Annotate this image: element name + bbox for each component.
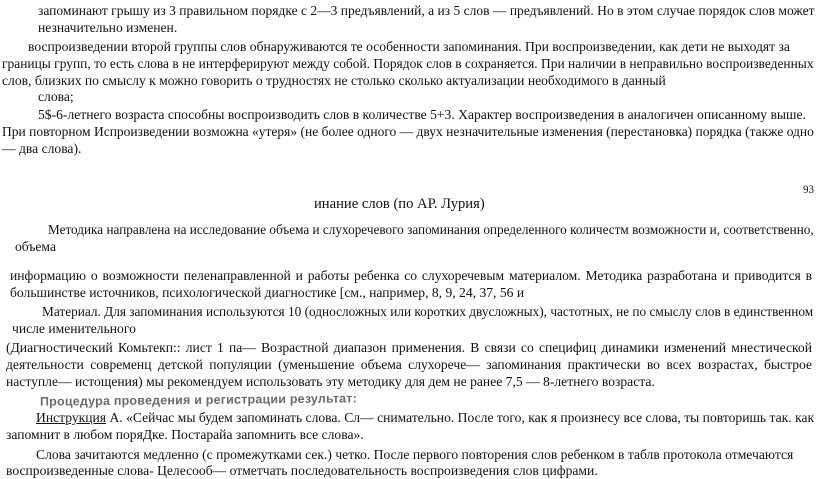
p7-line1: (Диагностический Комьтекп:: лист 1 па— Возрастной диапазон применения. В связи со специфиц динамики изменений мнестической: [6, 340, 812, 355]
p8-line1: [36, 410, 814, 426]
instruction-label: Инструкция: [36, 410, 107, 425]
p2-line4: слова;: [38, 89, 74, 104]
section-title: инание слов (по АР. Лурия): [314, 196, 485, 212]
p6-line1: Материал. Для запоминания используются 10 (односложных или коротких двусложных), частотных, не по смыслу слов в единственном: [42, 304, 814, 319]
p2-line3: слов, близких по смыслу к можно говорить о трудностях не столько сколько актуализации необходимого в данный: [2, 73, 666, 88]
p1-line1: запоминают грышу из 3 правильном порядке с 2—3 предъявлений, а из 5 слов — предъявлений. Но в этом случае порядок слов может: [38, 3, 815, 18]
p6-line2: числе именительного: [12, 321, 136, 336]
p7-line2: деятельности современц детской популяции (уменьшение объема слухорече— запоминания практически во всех возрастах, быстрое: [6, 357, 812, 372]
p5-line2: большинстве источников, психологической диагностике [см., например, 8, 9, 24, 37, 56 и: [10, 285, 525, 300]
p8-line2: запомнит в любом поряДке. Постарайа запомнить все слова».: [6, 427, 364, 442]
p3-line3: — два слова).: [2, 141, 82, 156]
p1-line2: незначительно изменен.: [38, 20, 178, 35]
p4-line1: Методика направлена на исследование объема и слухоречевого запоминания определенного количестм возможности и, соответственно,: [48, 222, 814, 237]
p3-line2: При повторном Испроизведении возможна «утеря» (не более одного — двух незначительные изменения (перестановка) порядка (также одно: [2, 124, 814, 139]
p4-line2: объема: [15, 239, 56, 254]
p9-line1: Слова зачитаются медленно (с промежутками сек.) четко. После первого повторения слов ребенком в таблв протокола отмечаются: [36, 447, 794, 462]
faded-heading: Процедура проведения и регистрации результат:: [40, 391, 357, 409]
p2-line1: воспроизведении второй группы слов обнаруживаются те особенности запоминания. При воспроизведении, как дети не выходят за: [28, 39, 790, 54]
p7-line3: наступле— истощения) мы рекомендуем использовать эту методику для дем не ранее 7,5 — 8-летнего возраста.: [6, 374, 655, 389]
p9-line2: воспроизведенные слова- Целесооб— отметчать последовательность воспроизведения слов цифрами.: [6, 463, 598, 478]
p2-line2: границы групп, то есть слова в не интерферируют между собой. Порядок слов в сохраняется. При наличии в неправильно воспроизведенных: [2, 56, 814, 71]
p3-line1: 5$-6-летнего возраста способны воспроизводить слов в количестве 5+3. Характер воспроизведения в аналогичен описанному выше.: [38, 107, 806, 122]
p8-line1-text: А. «Сейчас мы будем запоминать слова. Сл— снимательно. После того, как я произнесу все слова, ты повторишь так. как: [106, 410, 815, 425]
page-number: 93: [803, 182, 815, 196]
p5-line1: информацию о возможности пеленаправленной и работы ребенка со слухоречевым материалом. Методика разработана и приводится в: [10, 268, 812, 283]
